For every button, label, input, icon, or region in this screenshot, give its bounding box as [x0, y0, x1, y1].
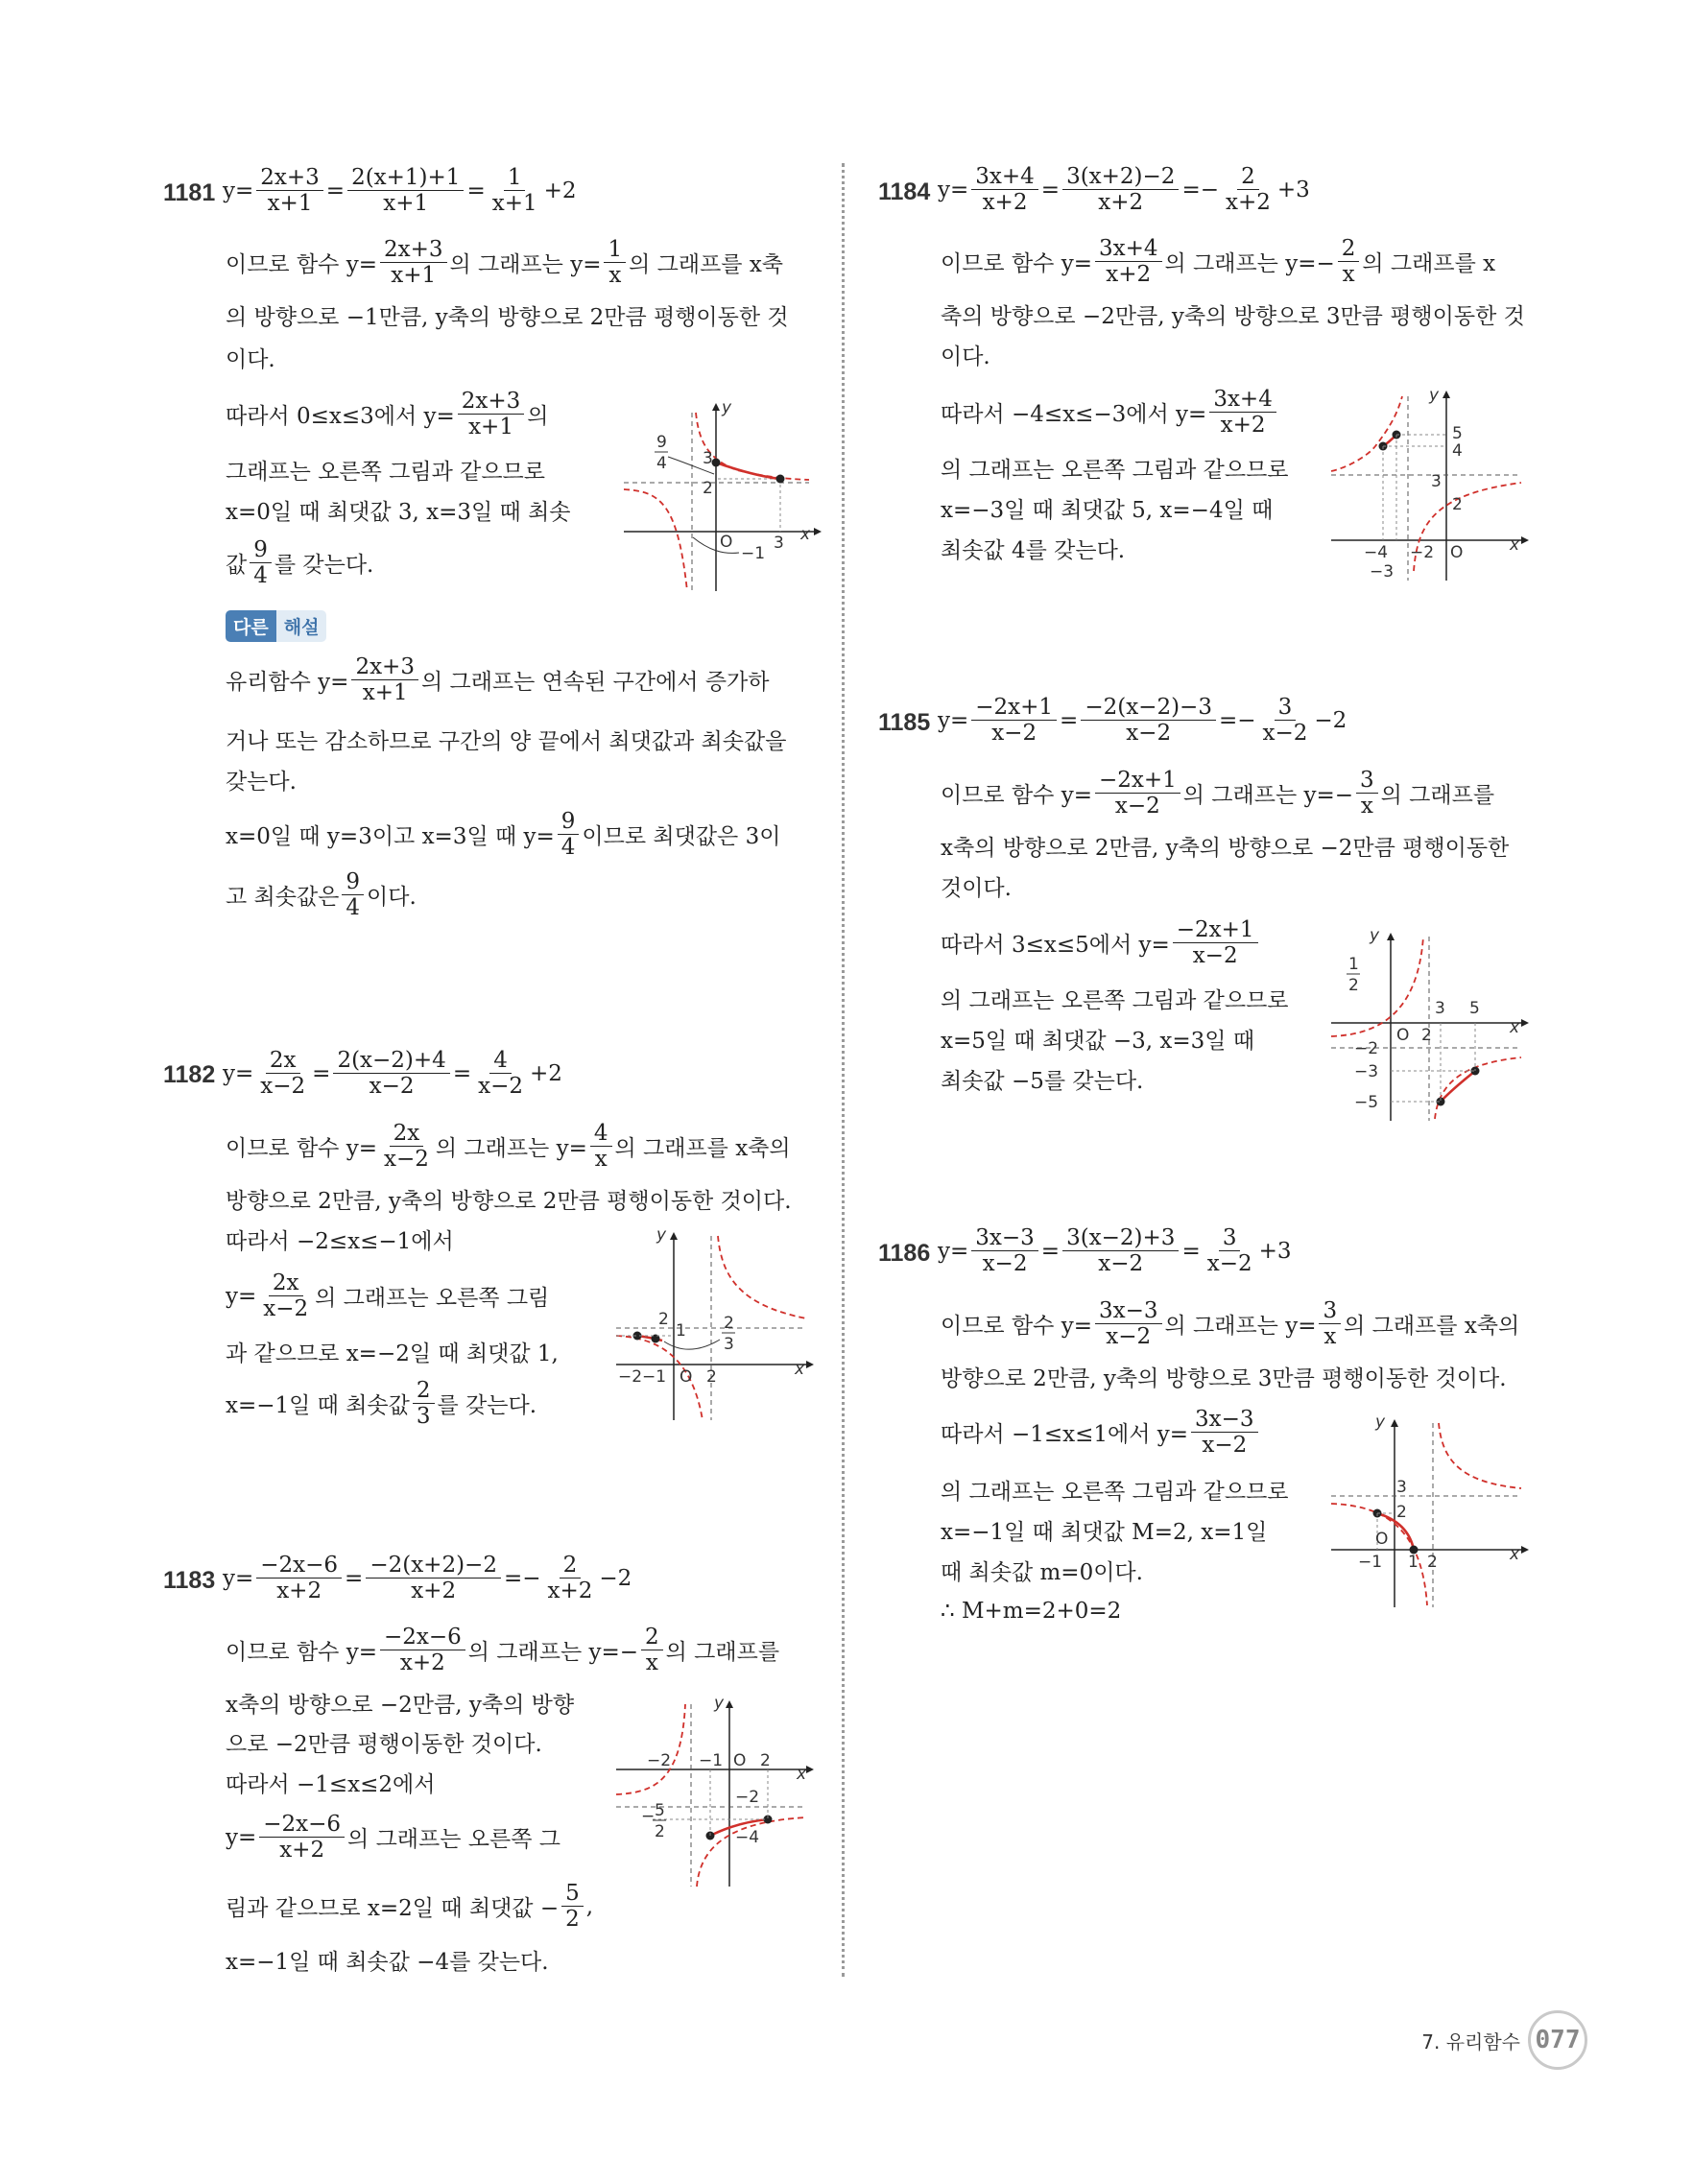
text-line: x=0일 때 y=3이고 x=3일 때 y= $\frac{9}{4}$ 이므로 최댓값은 3이	[226, 809, 781, 860]
text-line: 것이다.	[941, 876, 1012, 901]
column-divider	[842, 163, 845, 1977]
svg-text:O: O	[1375, 1530, 1389, 1549]
svg-text:2: 2	[1348, 976, 1359, 995]
svg-text:−2−1: −2−1	[618, 1367, 667, 1387]
page-number: 077	[1528, 2010, 1587, 2070]
svg-text:O: O	[1396, 1026, 1410, 1045]
chapter-label: 7. 유리함수	[1421, 2030, 1520, 2053]
svg-text:x: x	[800, 525, 811, 544]
svg-text:2: 2	[1421, 1026, 1432, 1045]
svg-text:y: y	[1370, 926, 1380, 945]
text-line: x축의 방향으로 −2만큼, y축의 방향	[226, 1693, 575, 1718]
text-line: 의 그래프는 오른쪽 그림과 같으므로	[941, 458, 1289, 483]
graph-1181	[622, 398, 814, 593]
svg-text:O: O	[733, 1751, 747, 1770]
svg-text:y: y	[714, 1694, 725, 1713]
svg-text:−4: −4	[735, 1828, 760, 1847]
svg-text:2: 2	[706, 1367, 717, 1387]
text-line: 축의 방향으로 −2만큼, y축의 방향으로 3만큼 평행이동한 것	[941, 304, 1525, 329]
text-line: 이므로 함수 y= $\frac{-2x-6}{x+2}$ 의 그래프는 y=− $\frac{2}{x}$ 의 그래프를	[226, 1625, 780, 1675]
text-line: x=0일 때 최댓값 3, x=3일 때 최솟	[226, 500, 571, 525]
text-line: 이므로 함수 y= $\frac{2x}{x-2}$ 의 그래프는 y= $\frac{4}{x}$ 의 그래프를 x축의	[226, 1121, 791, 1172]
svg-text:2: 2	[703, 479, 713, 498]
text-line: 의 그래프는 오른쪽 그림과 같으므로	[941, 988, 1289, 1013]
problem-number: 1185	[878, 709, 931, 736]
text-line: 최솟값 4를 갖는다.	[941, 538, 1126, 563]
equation: y= $\frac{3x-3}{x-2}$ = $\frac{3(x-2)+3}{x-2}$ = $\frac{3}{x-2}$ +3	[938, 1225, 1292, 1276]
text-line: 방향으로 2만큼, y축의 방향으로 3만큼 평행이동한 것이다.	[941, 1366, 1507, 1391]
text-line: 따라서 3≤x≤5에서 y= $\frac{-2x+1}{x-2}$	[941, 917, 1261, 968]
svg-text:5: 5	[1469, 999, 1480, 1018]
svg-text:4: 4	[656, 454, 667, 473]
svg-text:x: x	[1510, 1545, 1520, 1564]
text-line: x=−1일 때 최솟값 −4를 갖는다.	[226, 1950, 549, 1975]
problem-number: 1186	[878, 1240, 931, 1267]
text-line: x=5일 때 최댓값 −3, x=3일 때	[941, 1029, 1255, 1054]
svg-text:3: 3	[1435, 999, 1445, 1018]
svg-text:2: 2	[1427, 1553, 1438, 1572]
svg-text:O: O	[1450, 543, 1464, 562]
svg-text:3: 3	[774, 534, 784, 553]
text-line: 방향으로 2만큼, y축의 방향으로 2만큼 평행이동한 것이다.	[226, 1189, 792, 1214]
svg-text:y: y	[656, 1225, 667, 1245]
svg-text:5: 5	[655, 1801, 665, 1820]
svg-text:2: 2	[1452, 495, 1463, 514]
svg-text:−1: −1	[699, 1751, 724, 1770]
text-line: 유리함수 y= $\frac{2x+3}{x+1}$ 의 그래프는 연속된 구간에서 증가하	[226, 654, 770, 705]
svg-text:−4: −4	[1364, 543, 1389, 562]
svg-text:1: 1	[676, 1321, 686, 1341]
svg-text:2: 2	[724, 1314, 734, 1333]
text-line: x=−1일 때 최솟값 $\frac{2}{3}$ 를 갖는다.	[226, 1378, 537, 1429]
svg-text:1: 1	[1348, 955, 1359, 974]
svg-text:−1: −1	[741, 544, 766, 563]
text-line: 거나 또는 감소하므로 구간의 양 끝에서 최댓값과 최솟값을	[226, 729, 787, 754]
graph-1185	[1329, 926, 1526, 1121]
svg-text:2: 2	[1396, 1503, 1407, 1522]
text-line: 때 최솟값 m=0이다.	[941, 1560, 1143, 1585]
text-line: 따라서 −1≤x≤2에서	[226, 1772, 436, 1797]
equation: y= $\frac{3x+4}{x+2}$ = $\frac{3(x+2)-2}{x+2}$ =− $\frac{2}{x+2}$ +3	[938, 164, 1310, 215]
text-line: 값 $\frac{9}{4}$ 를 갖는다.	[226, 537, 374, 588]
text-line: 따라서 −4≤x≤−3에서 y= $\frac{3x+4}{x+2}$	[941, 387, 1279, 438]
svg-text:−2: −2	[735, 1788, 760, 1807]
graph-1182	[614, 1225, 811, 1420]
svg-text:2: 2	[760, 1751, 771, 1770]
svg-text:−: −	[641, 1807, 656, 1826]
problem-number: 1184	[878, 178, 931, 205]
svg-text:x: x	[795, 1360, 805, 1379]
equation: y= $\frac{-2x-6}{x+2}$ = $\frac{-2(x+2)-2}{x+2}$ =− $\frac{2}{x+2}$ −2	[223, 1553, 632, 1603]
svg-text:3: 3	[703, 449, 713, 468]
equation: y= $\frac{-2x+1}{x-2}$ = $\frac{-2(x-2)-3}{x-2}$ =− $\frac{3}{x-2}$ −2	[938, 695, 1347, 746]
equation: y= $\frac{2x+3}{x+1}$ = $\frac{2(x+1)+1}{x+1}$ = $\frac{1}{x+1}$ +2	[223, 165, 577, 216]
svg-text:O: O	[720, 533, 733, 552]
text-line: 이다.	[226, 347, 275, 372]
svg-text:y: y	[1375, 1412, 1386, 1432]
svg-text:−5: −5	[1354, 1093, 1379, 1112]
text-line: 따라서 −1≤x≤1에서 y= $\frac{3x-3}{x-2}$	[941, 1407, 1261, 1458]
svg-text:5: 5	[1452, 424, 1463, 443]
svg-text:2: 2	[658, 1310, 669, 1329]
svg-text:3: 3	[724, 1335, 734, 1354]
text-line: 최솟값 −5를 갖는다.	[941, 1069, 1144, 1094]
problem-number: 1182	[163, 1061, 216, 1088]
text-line: y= $\frac{2x}{x-2}$ 의 그래프는 오른쪽 그림	[226, 1270, 550, 1321]
text-line: 이므로 함수 y= $\frac{2x+3}{x+1}$ 의 그래프는 y= $\frac{1}{x}$ 의 그래프를 x축	[226, 237, 784, 288]
text-line: 그래프는 오른쪽 그림과 같으므로	[226, 460, 545, 485]
text-line: ∴ M+m=2+0=2	[941, 1599, 1122, 1624]
text-line: 의 방향으로 −1만큼, y축의 방향으로 2만큼 평행이동한 것	[226, 305, 789, 330]
svg-text:O: O	[680, 1367, 693, 1387]
svg-text:x: x	[1510, 535, 1520, 555]
svg-text:−2: −2	[1410, 543, 1435, 562]
svg-text:1: 1	[1408, 1553, 1419, 1572]
text-line: 이므로 함수 y= $\frac{3x+4}{x+2}$ 의 그래프는 y=− $\frac{2}{x}$ 의 그래프를 x	[941, 236, 1496, 287]
problem-number: 1183	[163, 1567, 216, 1594]
text-line: 이므로 함수 y= $\frac{-2x+1}{x-2}$ 의 그래프는 y=− $\frac{3}{x}$ 의 그래프를	[941, 768, 1495, 819]
svg-text:−2: −2	[1354, 1039, 1379, 1058]
svg-text:3: 3	[1396, 1478, 1407, 1497]
text-line: 과 같으므로 x=−2일 때 최댓값 1,	[226, 1341, 559, 1366]
graph-1184	[1329, 386, 1526, 582]
text-line: 이므로 함수 y= $\frac{3x-3}{x-2}$ 의 그래프는 y= $\frac{3}{x}$ 의 그래프를 x축의	[941, 1298, 1520, 1349]
alt-solution-badge: 다른 해설	[226, 610, 326, 642]
text-line: 의 그래프는 오른쪽 그림과 같으므로	[941, 1480, 1289, 1505]
svg-text:−3: −3	[1354, 1062, 1379, 1081]
text-line: x=−1일 때 최댓값 M=2, x=1일	[941, 1520, 1268, 1545]
text-line: 으로 −2만큼 평행이동한 것이다.	[226, 1732, 542, 1757]
text-line: 이다.	[941, 344, 990, 369]
svg-text:x: x	[797, 1765, 807, 1784]
svg-text:−3: −3	[1370, 562, 1395, 582]
svg-text:9: 9	[656, 433, 667, 452]
svg-text:3: 3	[1431, 472, 1442, 491]
svg-text:2: 2	[655, 1822, 665, 1841]
text-line: 갖는다.	[226, 770, 297, 795]
text-line: 고 최솟값은 $\frac{9}{4}$ 이다.	[226, 869, 417, 920]
text-line: x=−3일 때 최댓값 5, x=−4일 때	[941, 498, 1274, 523]
text-line: 림과 같으므로 x=2일 때 최댓값 − $\frac{5}{2}$ ,	[226, 1881, 594, 1932]
graph-1183	[614, 1694, 811, 1888]
problem-number: 1181	[163, 179, 216, 206]
graph-1186	[1329, 1412, 1526, 1607]
svg-text:y: y	[722, 398, 732, 417]
equation: y= $\frac{2x}{x-2}$ = $\frac{2(x-2)+4}{x-2}$ = $\frac{4}{x-2}$ +2	[223, 1048, 562, 1099]
svg-text:4: 4	[1452, 441, 1463, 461]
text-line: x축의 방향으로 2만큼, y축의 방향으로 −2만큼 평행이동한	[941, 836, 1510, 861]
svg-text:x: x	[1510, 1018, 1520, 1037]
text-line: 따라서 0≤x≤3에서 y= $\frac{2x+3}{x+1}$ 의	[226, 389, 549, 439]
svg-text:−2: −2	[647, 1751, 672, 1770]
svg-text:−1: −1	[1358, 1553, 1383, 1572]
text-line: 따라서 −2≤x≤−1에서	[226, 1229, 454, 1254]
svg-text:y: y	[1429, 386, 1440, 405]
page-footer	[1421, 2010, 1587, 2070]
text-line: y= $\frac{-2x-6}{x+2}$ 의 그래프는 오른쪽 그	[226, 1812, 560, 1863]
